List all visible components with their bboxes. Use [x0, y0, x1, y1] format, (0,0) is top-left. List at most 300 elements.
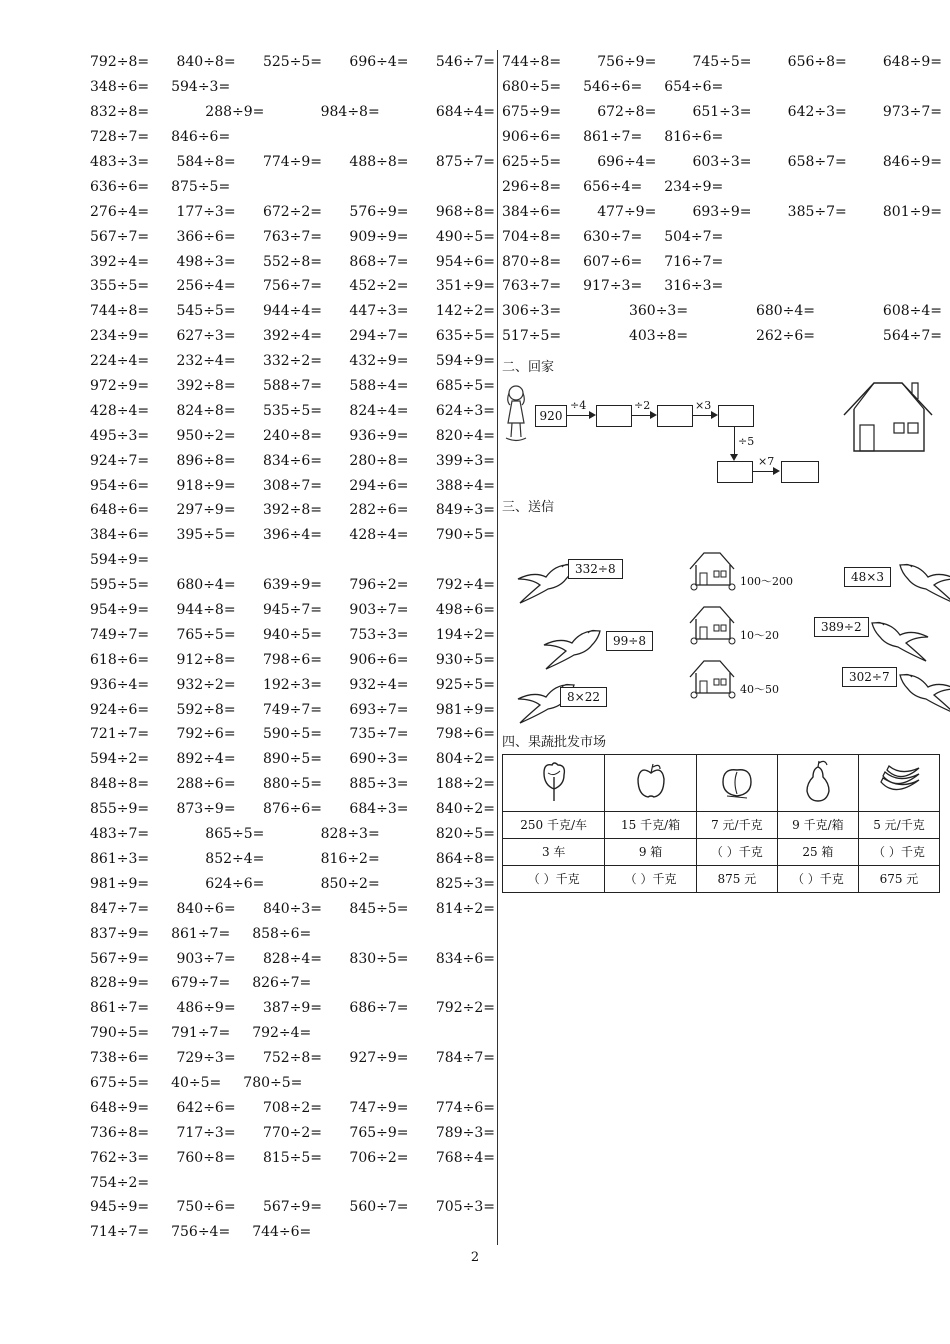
division-problem: 594÷2= [90, 751, 150, 768]
answer-box-5[interactable] [781, 461, 819, 483]
market-cell: 9 箱 [605, 838, 696, 865]
division-problem: 804÷2= [435, 751, 495, 768]
division-problem: 834÷6= [262, 452, 323, 469]
division-problem: 760÷8= [176, 1149, 236, 1166]
start-value-box: 920 [535, 405, 567, 427]
division-problem: 194÷2= [435, 626, 495, 643]
division-problem: 684÷3= [349, 801, 409, 818]
division-problem: 656÷4= [583, 178, 643, 195]
division-problem: 672÷2= [262, 203, 323, 220]
division-problem: 747÷9= [349, 1099, 409, 1116]
letter-card[interactable]: 332÷8 [568, 559, 623, 579]
left-column [90, 50, 495, 1245]
column-divider [497, 50, 498, 1245]
market-cell: 25 箱 [777, 838, 858, 865]
division-problem: 870÷8= [502, 253, 562, 270]
division-problem: 950÷2= [176, 427, 236, 444]
division-problem: 728÷7= [90, 129, 150, 146]
division-problem: 849÷3= [435, 502, 495, 519]
division-problem: 749÷7= [90, 626, 150, 643]
right-column [502, 50, 942, 893]
division-problem: 595÷5= [90, 577, 150, 594]
letter-card[interactable]: 48×3 [844, 567, 891, 587]
problem-row [90, 224, 495, 249]
division-problem: 142÷2= [435, 303, 495, 320]
division-problem: 545÷5= [176, 303, 236, 320]
division-problem: 714÷7= [90, 1224, 150, 1241]
division-problem: 826÷7= [252, 975, 312, 992]
problem-row [90, 896, 495, 921]
problem-row [90, 946, 495, 971]
division-problem: 504÷7= [664, 228, 724, 245]
division-problem: 736÷8= [90, 1124, 150, 1141]
division-problem: 564÷7= [882, 328, 942, 345]
division-problem: 392÷4= [262, 328, 323, 345]
division-problem: 396÷4= [262, 527, 323, 544]
division-problem: 483÷3= [90, 154, 150, 170]
division-problem: 765÷5= [176, 626, 236, 643]
division-problem: 384÷6= [502, 203, 562, 220]
division-problem: 696÷4= [597, 154, 657, 170]
section-letters-title: 三、送信 [502, 499, 555, 515]
division-problem: 892÷4= [176, 751, 236, 768]
op-divide-2: ÷2 [634, 398, 651, 412]
division-problem: 752÷8= [262, 1050, 323, 1067]
division-problem: 680÷4= [755, 303, 816, 320]
problem-row [90, 722, 495, 747]
division-problem: 495÷3= [90, 427, 150, 444]
division-problem: 932÷2= [176, 676, 236, 693]
division-problem: 296÷8= [502, 178, 562, 195]
division-problem: 796÷2= [349, 577, 409, 594]
problem-row [90, 199, 495, 224]
letter-card[interactable]: 8×22 [560, 687, 607, 707]
division-problem: 594÷9= [435, 353, 495, 370]
division-problem: 234÷9= [664, 178, 724, 195]
division-problem: 403÷8= [628, 328, 689, 345]
division-problem: 906÷6= [502, 129, 562, 146]
division-problem: 567÷7= [90, 228, 150, 245]
division-problem: 828÷3= [320, 826, 380, 843]
problem-row [90, 871, 495, 896]
problem-row [90, 50, 495, 75]
problem-row [90, 647, 495, 672]
problem-row [502, 199, 942, 224]
division-problem: 820÷5= [435, 826, 495, 843]
division-problem: 483÷7= [90, 826, 150, 843]
division-problem: 906÷6= [349, 651, 409, 668]
division-problem: 940÷5= [262, 626, 323, 643]
division-problem: 754÷2= [90, 1174, 150, 1191]
division-problem: 708÷2= [262, 1099, 323, 1116]
division-problem: 789÷3= [435, 1124, 495, 1141]
division-problem: 240÷8= [262, 427, 323, 444]
division-problem: 924÷7= [90, 452, 150, 469]
problem-row [90, 448, 495, 473]
problem-row [90, 1120, 495, 1145]
problem-row [90, 1145, 495, 1170]
letter-card[interactable]: 99÷8 [606, 631, 653, 651]
problem-row [502, 100, 942, 125]
division-problem: 790÷5= [90, 1025, 150, 1042]
market-cell: 250 千克/车 [503, 811, 605, 838]
problem-row [90, 1170, 495, 1195]
division-problem: 188÷2= [435, 776, 495, 793]
division-problem: 847÷7= [90, 900, 150, 917]
division-problem: 756÷7= [262, 278, 323, 295]
division-problem: 896÷8= [176, 452, 236, 469]
division-problem: 706÷2= [349, 1149, 409, 1166]
division-problem: 875÷5= [171, 178, 231, 195]
division-problem: 861÷7= [90, 1000, 150, 1017]
division-problem: 903÷7= [176, 950, 236, 967]
division-problem: 355÷5= [90, 278, 150, 295]
division-problem: 828÷9= [90, 975, 150, 992]
division-problem: 756÷9= [597, 54, 657, 71]
division-problem: 498÷6= [435, 602, 495, 619]
division-problem: 840÷6= [176, 900, 236, 917]
problem-row [90, 75, 495, 100]
division-problem: 603÷3= [692, 154, 752, 170]
market-cell: 7 元/千克 [696, 811, 777, 838]
division-problem: 824÷8= [176, 402, 236, 419]
division-problem: 816÷2= [320, 850, 380, 867]
division-problem: 927÷9= [349, 1050, 409, 1067]
problem-row [502, 324, 942, 349]
division-problem: 696÷4= [349, 54, 409, 71]
division-problem: 594÷3= [171, 79, 231, 96]
problem-row [90, 996, 495, 1021]
division-problem: 262÷6= [755, 328, 816, 345]
division-problem: 658÷7= [787, 154, 847, 170]
division-problem: 749÷7= [262, 701, 323, 718]
division-problem: 774÷6= [435, 1099, 495, 1116]
problem-row [90, 150, 495, 175]
division-problem: 858÷6= [252, 925, 312, 942]
division-problem: 784÷7= [435, 1050, 495, 1067]
problem-row [90, 548, 495, 573]
problem-row [90, 1071, 495, 1096]
answer-box-1[interactable] [596, 405, 632, 427]
division-problem: 745÷5= [692, 54, 752, 71]
answer-box-4[interactable] [717, 461, 753, 483]
swallow-icon [516, 557, 576, 609]
division-problem: 925÷5= [435, 676, 495, 693]
division-problem: 392÷8= [176, 378, 236, 395]
division-problem: 912÷8= [176, 651, 236, 668]
division-problem: 968÷8= [435, 203, 495, 220]
division-problem: 680÷5= [502, 79, 562, 96]
problem-row [502, 75, 942, 100]
division-problem: 909÷9= [349, 228, 409, 245]
peach-icon [719, 762, 755, 800]
division-problem: 607÷6= [583, 253, 643, 270]
division-problem: 945÷7= [262, 602, 323, 619]
division-problem: 552÷8= [262, 253, 323, 270]
division-problem: 498÷3= [176, 253, 236, 270]
problem-row [502, 50, 942, 75]
division-problem: 294÷7= [349, 328, 409, 345]
division-problem: 875÷7= [435, 154, 495, 170]
house-icon [840, 379, 936, 454]
division-problem: 903÷7= [349, 602, 409, 619]
division-problem: 830÷5= [349, 950, 409, 967]
number-range-label: 10～20 [740, 628, 779, 642]
division-problem: 392÷8= [262, 502, 323, 519]
op-multiply-3: ×3 [695, 398, 712, 412]
market-cell: 5 元/千克 [858, 811, 939, 838]
division-problem: 973÷7= [882, 104, 942, 121]
division-problem: 384÷6= [90, 527, 150, 544]
division-problem: 936÷4= [90, 676, 150, 693]
division-problem: 954÷6= [90, 477, 150, 494]
division-problem: 387÷9= [262, 1000, 323, 1017]
division-problem: 594÷9= [90, 552, 150, 569]
division-problem: 716÷7= [664, 253, 724, 270]
division-problem: 798÷6= [435, 726, 495, 743]
division-problem: 873÷9= [176, 801, 236, 818]
division-problem: 852÷4= [205, 850, 265, 867]
division-problem: 447÷3= [349, 303, 409, 320]
division-problem: 656÷8= [787, 54, 847, 71]
apple-icon [634, 761, 668, 801]
girl-icon [502, 383, 530, 443]
problem-row [502, 224, 942, 249]
market-row-quantity [503, 838, 940, 865]
problem-row [90, 697, 495, 722]
right-problem-list [502, 50, 942, 349]
division-problem: 717÷3= [176, 1124, 236, 1141]
problem-row [90, 1095, 495, 1120]
problem-row [502, 249, 942, 274]
division-problem: 651÷3= [692, 104, 752, 121]
division-problem: 848÷8= [90, 776, 150, 793]
division-problem: 774÷9= [262, 154, 323, 170]
division-problem: 232÷4= [176, 353, 236, 370]
division-problem: 792÷4= [435, 577, 495, 594]
division-problem: 792÷8= [90, 54, 150, 71]
problem-row [90, 374, 495, 399]
division-problem: 763÷7= [262, 228, 323, 245]
division-problem: 704÷8= [502, 228, 562, 245]
division-problem: 832÷8= [90, 104, 150, 121]
division-problem: 792÷2= [435, 1000, 495, 1017]
division-problem: 648÷9= [90, 1099, 150, 1116]
division-problem: 753÷3= [349, 626, 409, 643]
division-problem: 672÷8= [597, 104, 657, 121]
division-problem: 756÷4= [171, 1224, 231, 1241]
op-divide-4: ÷4 [570, 398, 587, 412]
market-cell: 675 元 [858, 865, 939, 892]
division-problem: 721÷7= [90, 726, 150, 743]
division-problem: 351÷9= [435, 278, 495, 295]
problem-row [90, 573, 495, 598]
division-problem: 828÷4= [262, 950, 323, 967]
division-problem: 388÷4= [435, 477, 495, 494]
division-problem: 924÷6= [90, 701, 150, 718]
division-problem: 282÷6= [349, 502, 409, 519]
go-home-flowchart [502, 379, 942, 479]
division-problem: 308÷7= [262, 477, 323, 494]
division-problem: 366÷6= [176, 228, 236, 245]
market-row-total [503, 865, 940, 892]
problem-row [90, 523, 495, 548]
problem-row [90, 1195, 495, 1220]
division-problem: 316÷3= [664, 278, 724, 295]
problem-row [90, 1021, 495, 1046]
problem-row [90, 498, 495, 523]
division-problem: 850÷2= [320, 875, 380, 892]
division-problem: 288÷6= [176, 776, 236, 793]
market-cell: （ ）千克 [503, 865, 605, 892]
division-problem: 40÷5= [171, 1074, 222, 1091]
division-problem: 680÷4= [176, 577, 236, 594]
op-divide-5: ÷5 [738, 434, 755, 448]
division-problem: 588÷7= [262, 378, 323, 395]
problem-row [502, 125, 942, 150]
division-problem: 256÷4= [176, 278, 236, 295]
division-problem: 535÷5= [262, 402, 323, 419]
division-problem: 981÷9= [435, 701, 495, 718]
division-problem: 648÷9= [882, 54, 942, 71]
division-problem: 294÷6= [349, 477, 409, 494]
division-problem: 840÷2= [435, 801, 495, 818]
problem-row [90, 100, 495, 125]
division-problem: 801÷9= [882, 203, 942, 220]
division-problem: 348÷6= [90, 79, 150, 96]
division-problem: 815÷5= [262, 1149, 323, 1166]
division-problem: 861÷7= [171, 925, 231, 942]
problem-row [90, 398, 495, 423]
division-problem: 584÷8= [176, 154, 236, 170]
division-problem: 824÷4= [349, 402, 409, 419]
division-problem: 686÷7= [349, 1000, 409, 1017]
division-problem: 825÷3= [435, 875, 495, 892]
problem-row [90, 473, 495, 498]
problem-row [90, 274, 495, 299]
division-problem: 855÷9= [90, 801, 150, 818]
division-problem: 735÷7= [349, 726, 409, 743]
division-problem: 648÷6= [90, 502, 150, 519]
division-problem: 790÷5= [435, 527, 495, 544]
problem-row [90, 622, 495, 647]
number-range-label: 100～200 [740, 574, 793, 588]
problem-row [90, 174, 495, 199]
market-cell: （ ）千克 [858, 838, 939, 865]
division-problem: 399÷3= [435, 452, 495, 469]
division-problem: 360÷3= [628, 303, 689, 320]
division-problem: 627÷3= [176, 328, 236, 345]
division-problem: 192÷3= [262, 676, 323, 693]
division-problem: 880÷5= [262, 776, 323, 793]
problem-row [90, 598, 495, 623]
answer-box-3[interactable] [718, 405, 754, 427]
division-problem: 288÷9= [205, 104, 265, 121]
market-row-unit [503, 811, 940, 838]
division-problem: 588÷4= [349, 378, 409, 395]
division-problem: 780÷5= [243, 1074, 303, 1091]
section-market-title: 四、果蔬批发市场 [502, 734, 607, 750]
division-problem: 428÷4= [349, 527, 409, 544]
house-icon [688, 549, 736, 595]
division-problem: 685÷5= [435, 378, 495, 395]
market-cell: （ ）千克 [696, 838, 777, 865]
division-problem: 792÷4= [252, 1025, 312, 1042]
division-problem: 525÷5= [262, 54, 323, 71]
swallow-icon [898, 557, 950, 609]
division-problem: 608÷4= [882, 303, 942, 320]
problem-row [502, 274, 942, 299]
problem-row [502, 174, 942, 199]
division-problem: 834÷6= [435, 950, 495, 967]
division-problem: 297÷9= [176, 502, 236, 519]
market-cell: （ ）千克 [605, 865, 696, 892]
swallow-icon [870, 615, 930, 667]
division-problem: 392÷4= [90, 253, 150, 270]
letter-card[interactable]: 302÷7 [842, 667, 897, 687]
division-problem: 865÷5= [205, 826, 265, 843]
division-problem: 762÷3= [90, 1149, 150, 1166]
division-problem: 385÷7= [787, 203, 847, 220]
division-problem: 861÷7= [583, 129, 643, 146]
pear-icon [803, 759, 833, 803]
division-problem: 932÷4= [349, 676, 409, 693]
division-problem: 765÷9= [349, 1124, 409, 1141]
problem-row [90, 672, 495, 697]
problem-row [90, 772, 495, 797]
division-problem: 654÷6= [664, 79, 724, 96]
problem-row [90, 747, 495, 772]
division-problem: 890÷5= [262, 751, 323, 768]
division-problem: 625÷5= [502, 154, 562, 170]
letter-card[interactable]: 389÷2 [814, 617, 869, 637]
division-problem: 763÷7= [502, 278, 562, 295]
problem-row [90, 1220, 495, 1245]
division-problem: 868÷7= [349, 253, 409, 270]
division-problem: 972÷9= [90, 378, 150, 395]
problem-row [90, 249, 495, 274]
answer-box-2[interactable] [657, 405, 693, 427]
division-problem: 517÷5= [502, 328, 562, 345]
market-cell: 3 车 [503, 838, 605, 865]
letters-matching-area [502, 519, 942, 724]
division-problem: 592÷8= [176, 701, 236, 718]
division-problem: 567÷9= [90, 950, 150, 967]
division-problem: 840÷3= [262, 900, 323, 917]
market-table [502, 754, 940, 893]
division-problem: 567÷9= [262, 1199, 323, 1216]
division-problem: 642÷6= [176, 1099, 236, 1116]
division-problem: 930÷5= [435, 651, 495, 668]
problem-row [502, 299, 942, 324]
section-go-home-title: 二、回家 [502, 359, 555, 375]
division-problem: 624÷6= [205, 875, 265, 892]
division-problem: 560÷7= [349, 1199, 409, 1216]
house-icon [688, 657, 736, 703]
division-problem: 488÷8= [349, 154, 409, 170]
problem-row [90, 324, 495, 349]
division-problem: 428÷4= [90, 402, 150, 419]
division-problem: 684÷4= [435, 104, 495, 121]
division-problem: 954÷9= [90, 602, 150, 619]
division-problem: 675÷5= [90, 1074, 150, 1091]
division-problem: 452÷2= [349, 278, 409, 295]
problem-row [90, 797, 495, 822]
problem-row [90, 971, 495, 996]
division-problem: 486÷9= [176, 1000, 236, 1017]
problem-row [90, 822, 495, 847]
division-problem: 820÷4= [435, 427, 495, 444]
